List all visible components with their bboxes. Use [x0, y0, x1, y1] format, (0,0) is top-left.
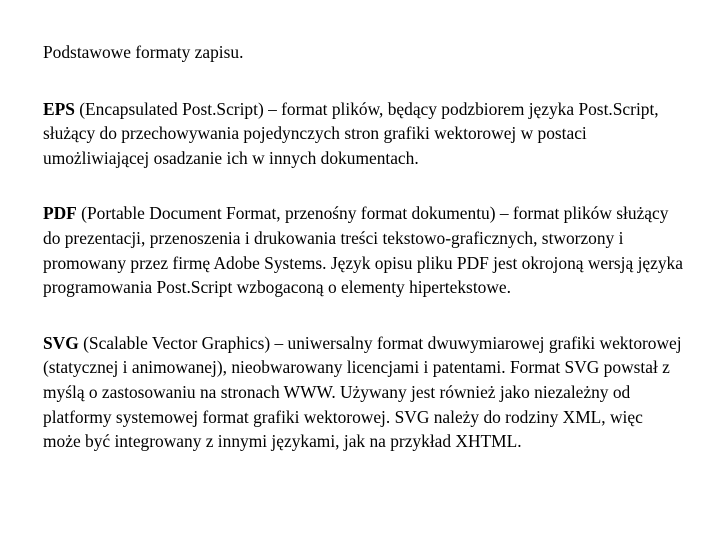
- term-eps: EPS: [43, 98, 75, 119]
- term-pdf: PDF: [43, 203, 77, 224]
- document-title: Podstawowe formaty zapisu.: [43, 42, 244, 62]
- description-pdf: (Portable Document Format, przenośny format dokumentu) – format plików służący do prezentacji, przenoszenia i drukowania treści tekstowo-graficznych, stworzony i promowany przez firmę Adobe Systems. Język opisu pliku PDF jest okrojoną wersją języka programowania Post.Script wzbogaconą o elementy hipertekstowe.: [43, 203, 683, 298]
- entry-pdf: [43, 201, 683, 299]
- document-page: [43, 40, 683, 454]
- term-svg: SVG: [43, 332, 79, 353]
- entry-eps: [43, 97, 683, 171]
- description-eps: (Encapsulated Post.Script) – format plików, będący podzbiorem języka Post.Script, służący do przechowywania pojedynczych stron grafiki wektorowej w postaci umożliwiającej osadzanie ich w innych dokumentach.: [43, 98, 659, 168]
- entry-svg: [43, 331, 683, 454]
- description-svg: (Scalable Vector Graphics) – uniwersalny format dwuwymiarowej grafiki wektorowej (statycznej i animowanej), nieobwarowany licencjami i patentami. Format SVG powstał z myślą o zastosowaniu na stronach WWW. Używany jest również jako niezależny od platformy systemowej format grafiki wektorowej. SVG należy do rodziny XML, więc może być integrowany z innymi językami, jak na przykład XHTML.: [43, 332, 682, 452]
